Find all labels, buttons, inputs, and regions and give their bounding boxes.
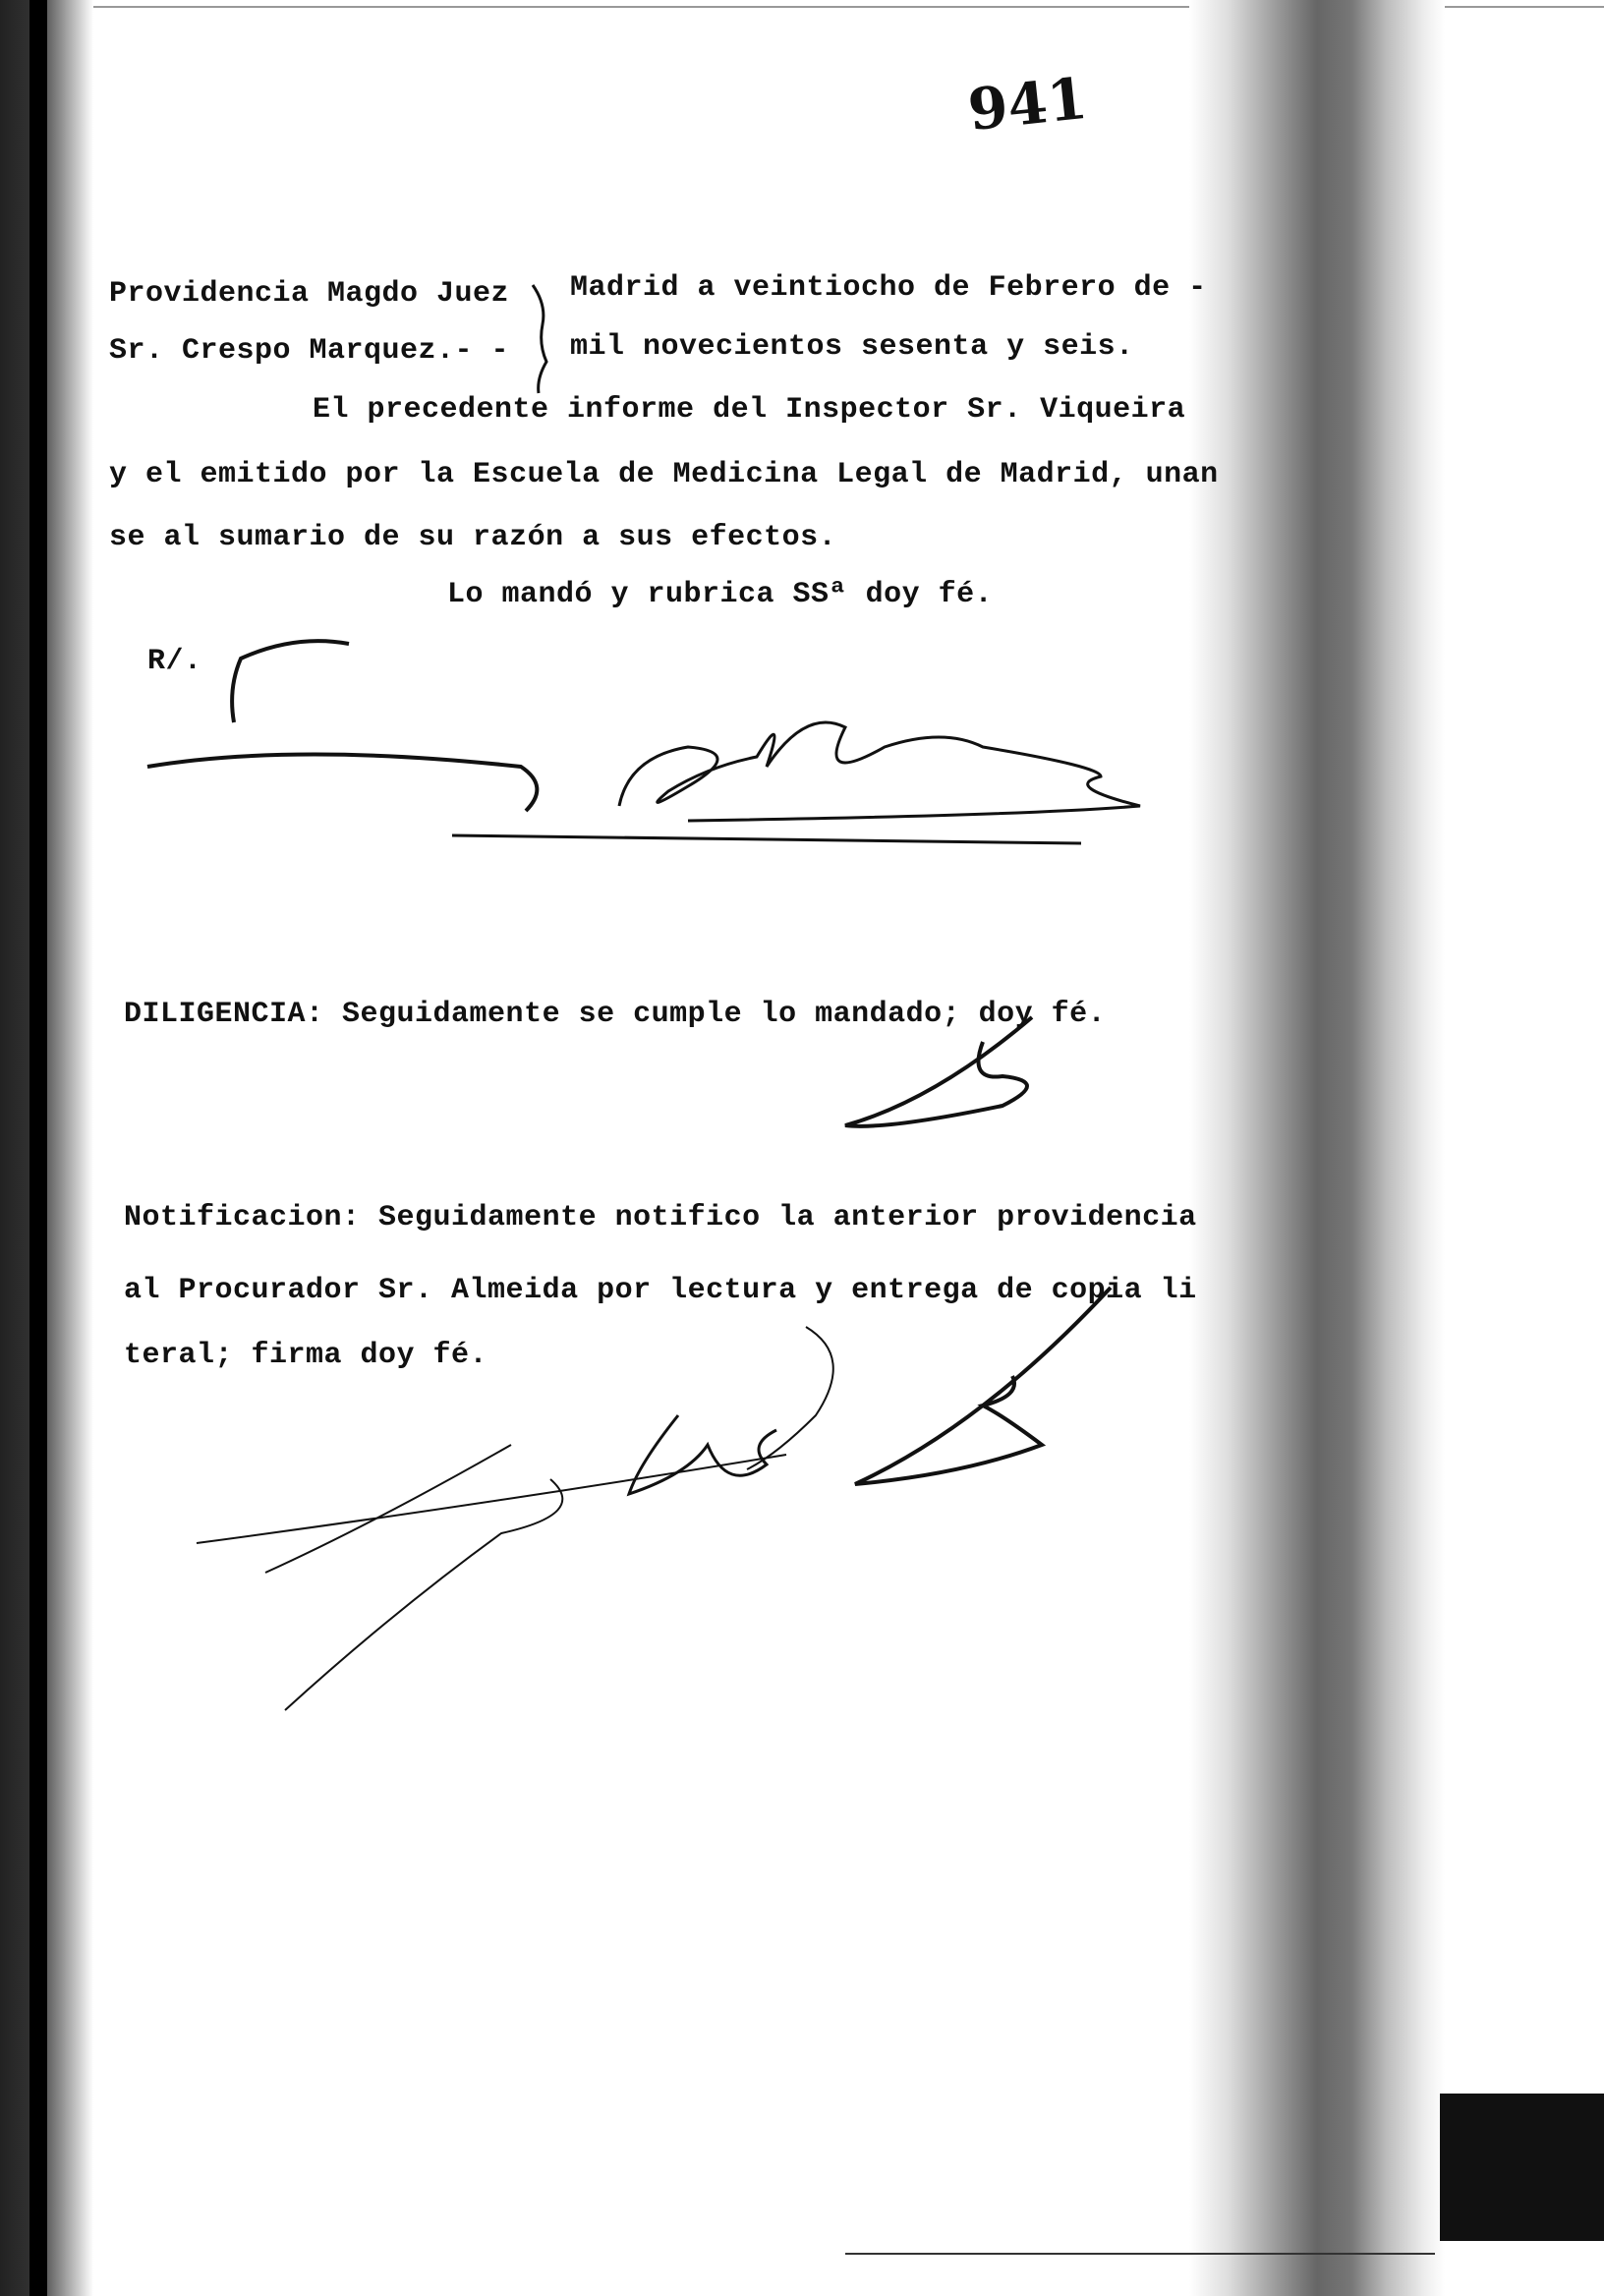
body-line3: se al sumario de su razón a sus efectos.	[109, 521, 837, 554]
header-left-line2: Sr. Crespo Marquez.- -	[109, 334, 510, 368]
notificacion-line1: Notificacion: Seguidamente notifico la anterior providencia	[124, 1201, 1197, 1234]
notificacion-line2: al Procurador Sr. Almeida por lectura y entrega de copia li	[124, 1274, 1197, 1307]
header-right-line1: Madrid a veintiocho de Febrero de -	[570, 271, 1207, 305]
body-line2: y el emitido por la Escuela de Medicina Legal de Madrid, unan	[109, 458, 1219, 491]
diligencia-text: DILIGENCIA: Seguidamente se cumple lo mandado; doy fé.	[124, 998, 1107, 1031]
header-left-line1: Providencia Magdo Juez	[109, 277, 510, 311]
body-line4: Lo mandó y rubrica SSª doy fé.	[447, 578, 994, 611]
header-right-line2: mil novecientos sesenta y seis.	[570, 330, 1134, 364]
notificacion-line3: teral; firma doy fé.	[124, 1339, 488, 1372]
body-line1: El precedente informe del Inspector Sr. Viqueira	[313, 393, 1186, 427]
page-number-handwritten: 941	[964, 64, 1091, 144]
rubric-label: R/.	[147, 645, 202, 678]
